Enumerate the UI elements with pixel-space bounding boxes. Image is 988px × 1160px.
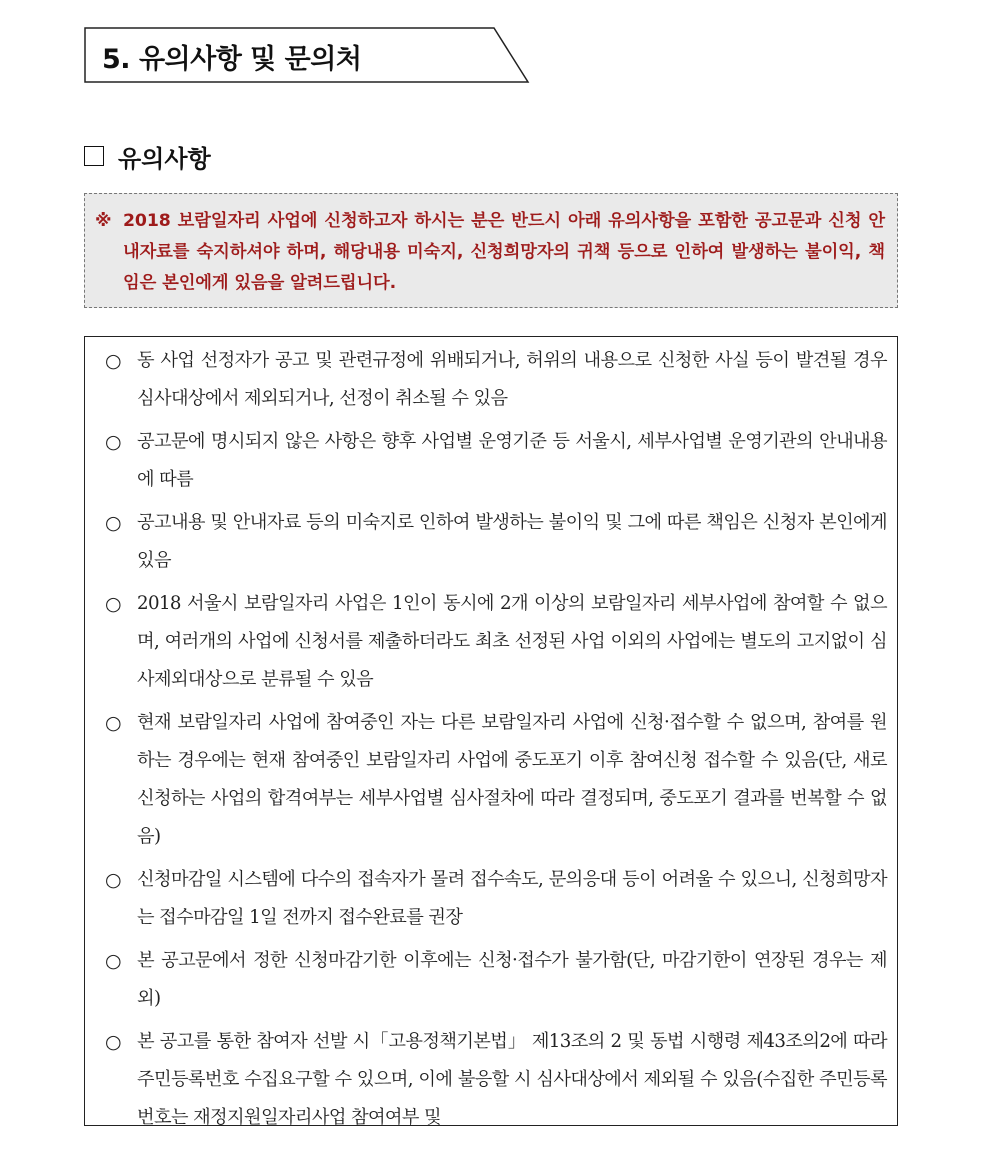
list-item [105,423,887,499]
circle-bullet-icon: ○ [105,350,122,372]
circle-bullet-icon: ○ [105,431,122,453]
circle-bullet-icon: ○ [105,712,122,734]
square-icon [84,146,104,166]
notice-row [95,206,885,299]
circle-bullet-icon: ○ [105,512,122,534]
list-item-text: 2018 서울시 보람일자리 사업은 1인이 동시에 2개 이상의 보람일자리 세부사업에 참여할 수 없으며, 여러개의 사업에 신청서를 제출하더라도 최초 선정된 사업 이외의 사업에는 별도의 고지없이 심사제외대상으로 분류될 수 있음 [137,593,887,690]
list-item-text: 본 공고를 통한 참여자 선발 시「고용정책기본법」 제13조의 2 및 동법 시행령 제43조의2에 따라 주민등록번호 수집요구할 수 있으며, 이에 불응할 시 심사대상에서 제외될 수 있음(수집한 주민등록번호는 재정지원일자리사업 참여여부 및 [137,1031,888,1126]
circle-bullet-icon: ○ [105,869,122,891]
list-item [105,585,887,699]
list-item [105,704,887,856]
notice-text: 2018 보람일자리 사업에 신청하고자 하시는 분은 반드시 아래 유의사항을 포함한 공고문과 신청 안내자료를 숙지하셔야 하며, 해당내용 미숙지, 신청희망자의 귀책 등으로 인하여 발생하는 불이익, 책임은 본인에게 있음을 알려드립니다. [123,211,885,293]
section-title: 5. 유의사항 및 문의처 [102,44,362,75]
list-item-text: 공고내용 및 안내자료 등의 미숙지로 인하여 발생하는 불이익 및 그에 따른 책임은 신청자 본인에게 있음 [137,512,887,571]
reference-mark-icon: ※ [95,211,112,231]
list-item [105,942,887,1018]
list-item [105,861,887,937]
subsection-title: 유의사항 [118,144,211,173]
list-item [105,504,887,580]
notice-box [84,193,898,308]
list-item-text: 동 사업 선정자가 공고 및 관련규정에 위배되거나, 허위의 내용으로 신청한 사실 등이 발견될 경우 심사대상에서 제외되거나, 선정이 취소될 수 있음 [137,350,887,409]
circle-bullet-icon: ○ [105,1031,122,1053]
circle-bullet-icon: ○ [105,593,122,615]
list-item [105,1023,887,1126]
list-item-text: 현재 보람일자리 사업에 참여중인 자는 다른 보람일자리 사업에 신청·접수할 수 없으며, 참여를 원하는 경우에는 현재 참여중인 보람일자리 사업에 중도포기 이후 참여신청 접수할 수 있음(단, 새로 신청하는 사업의 합격여부는 세부사업별 심사절차에 따라 결정되며, 중도포기 결과를 번복할 수 없음) [137,712,887,847]
circle-bullet-icon: ○ [105,950,122,972]
precautions-list [84,336,898,1126]
list-item [105,342,887,418]
list-item-text: 본 공고문에서 정한 신청마감기한 이후에는 신청·접수가 불가함(단, 마감기한이 연장된 경우는 제외) [137,950,887,1009]
subsection-heading [84,139,211,173]
section-header [84,27,530,84]
list-item-text: 신청마감일 시스템에 다수의 접속자가 몰려 접수속도, 문의응대 등이 어려울 수 있으니, 신청희망자는 접수마감일 1일 전까지 접수완료를 권장 [137,869,887,928]
list-item-text: 공고문에 명시되지 않은 사항은 향후 사업별 운영기준 등 서울시, 세부사업별 운영기관의 안내내용에 따름 [137,431,887,490]
